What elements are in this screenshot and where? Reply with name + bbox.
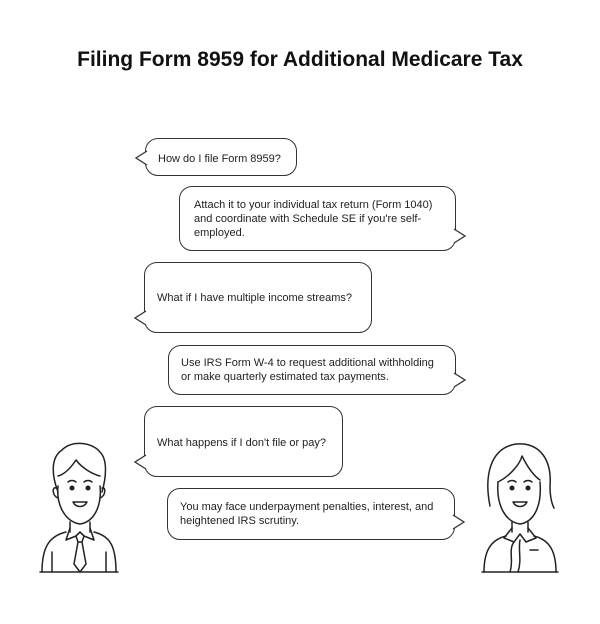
bubble-tail [134, 149, 146, 167]
speech-bubble-answer-3 [167, 488, 455, 540]
speech-bubble-answer-1 [179, 186, 456, 251]
bubble-text: How do I file Form 8959? [158, 153, 281, 165]
woman-illustration [476, 436, 566, 576]
bubble-text: Attach it to your individual tax return (Form 1040) and coordinate with Schedule SE if you're self-employed. [194, 198, 433, 239]
speech-bubble-question-1 [145, 138, 297, 176]
man-with-tie-illustration [36, 436, 122, 576]
speech-bubble-answer-2 [168, 345, 456, 395]
page-title: Filing Form 8959 for Additional Medicare Tax [77, 48, 523, 71]
speech-bubble-question-3 [144, 406, 343, 477]
bubble-text: Use IRS Form W-4 to request additional withholding or make quarterly estimated tax payments. [181, 357, 434, 383]
speech-bubble-question-2 [144, 262, 372, 333]
bubble-tail [133, 453, 145, 471]
bubble-tail [455, 371, 467, 389]
bubble-tail [455, 227, 467, 245]
bubble-tail [454, 513, 466, 531]
bubble-text: You may face underpayment penalties, interest, and heightened IRS scrutiny. [180, 501, 434, 527]
bubble-text: What if I have multiple income streams? [157, 291, 353, 304]
bubble-tail [133, 309, 145, 327]
bubble-text: What happens if I don't file or pay? [157, 437, 327, 449]
